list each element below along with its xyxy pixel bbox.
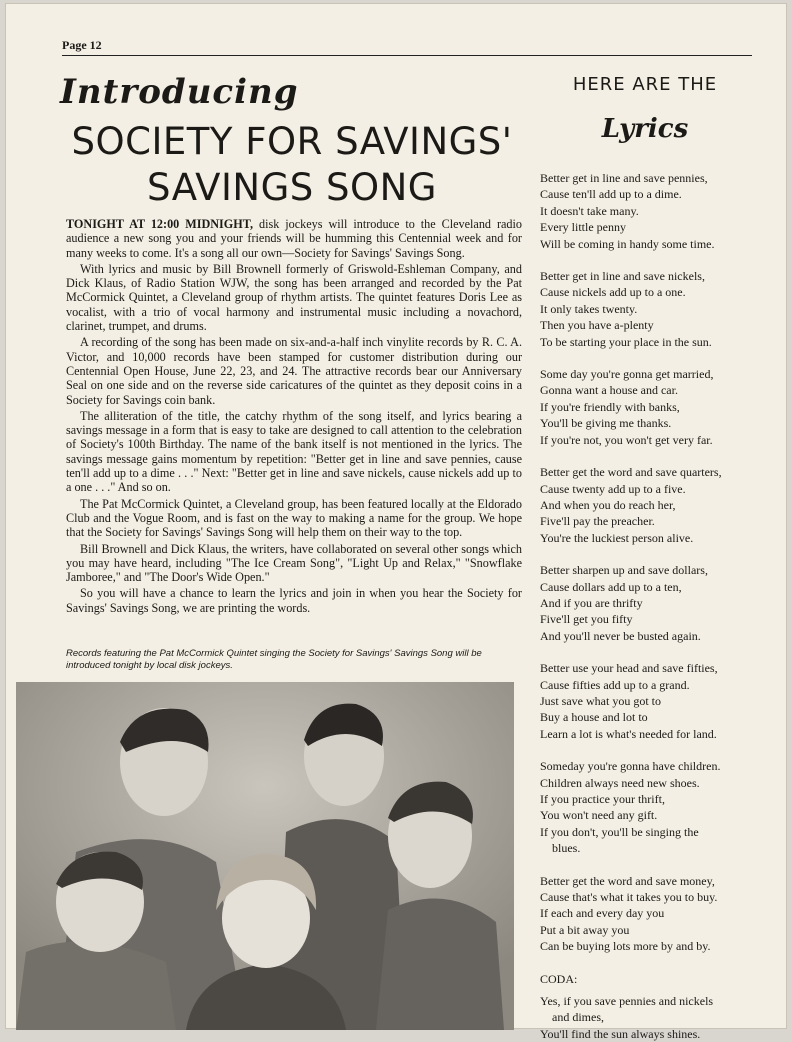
coda-title: CODA: — [540, 971, 578, 986]
paragraph-3: A recording of the song has been made on six-and-a-half inch vinylite records by R. C. A. Victor, and 10,000 records have been stamped for customer distribution during our Centennial Open House, June 22, 23, and 24. The attractive records bear our Anniversary Seal on one side and on the reverse side caricatures of the quintet as they deposit coins in a Society for Savings coin bank. — [66, 335, 522, 407]
lyric-line: You'll be giving me thanks. — [540, 416, 672, 431]
lyric-line: Cause fifties add up to a grand. — [540, 677, 690, 692]
lyric-line: You won't need any gift. — [540, 808, 658, 823]
lyric-line: Can be buying lots more by and by. — [540, 939, 711, 954]
stanza — [540, 464, 770, 546]
lyric-line: And you'll never be busted again. — [540, 628, 701, 643]
lyric-line: Better get the word and save money, — [540, 873, 715, 888]
lyrics-header: HERE ARE THE — [572, 74, 718, 95]
lyric-line: Cause dollars add up to a ten, — [540, 579, 682, 594]
stanza — [540, 170, 770, 252]
stanza — [540, 366, 770, 448]
lyric-line: And if you are thrifty — [540, 595, 643, 610]
lyric-line: Will be coming in handy some time. — [540, 236, 715, 251]
paragraph-1-text: disk jockeys will introduce to the Cleveland radio audience a new song you and your friends will be humming this Centennial week and for many weeks to come. It's a song all our own—Society for Savings' Savings Song. — [66, 217, 522, 260]
quintet-photo — [16, 682, 514, 1030]
page — [6, 4, 786, 1041]
lyric-line: If you don't, you'll be singing the — [540, 824, 699, 839]
lyric-line: Put a bit away you — [540, 922, 630, 937]
lyric-line: And when you do reach her, — [540, 497, 676, 512]
lyric-line: Some day you're gonna get married, — [540, 367, 714, 382]
headline-line-2: SAVINGS SONG — [147, 166, 437, 209]
lyric-line: Better get in line and save nickels, — [540, 269, 705, 284]
lyric-line: Then you have a-plenty — [540, 318, 654, 333]
lyric-line: It doesn't take many. — [540, 203, 639, 218]
paragraph-4: The alliteration of the title, the catchy rhythm of the song itself, and lyrics bearing a savings message in a form that is easy to take are designed to call attention to the celebration of Society's 100th Birthday. The name of the bank itself is not mentioned in the lyrics. The savings message gains momentum by repetition: "Better get in line and save pennies, cause ten'll add up to a dime . . ." Next: "Better get in line and save nickels, cause nickels add up to a one . . ." And so on. — [66, 408, 522, 495]
stanza — [540, 873, 770, 955]
lyric-line: Five'll pay the preacher. — [540, 514, 655, 529]
lyric-line: To be starting your place in the sun. — [540, 334, 712, 349]
paragraph-2: With lyrics and music by Bill Brownell formerly of Griswold-Eshleman Company, and Dick Klaus, of Radio Station WJW, the song has been arranged and recorded by the Pat McCormick Quintet, a Cleveland group of rhythm artists. The quintet features Doris Lee as vocalist, with a trio of vocal harmony and instrumental music including a novachord, clarinet, trumpet, and drums. — [66, 261, 522, 334]
lyric-line: Children always need new shoes. — [540, 775, 700, 790]
headline-line-1: SOCIETY FOR SAVINGS' — [71, 120, 513, 163]
lyric-line: Cause ten'll add up to a dime. — [540, 187, 682, 202]
lyric-line: It only takes twenty. — [540, 301, 638, 316]
lyric-line: Better get in line and save pennies, — [540, 171, 708, 185]
lyric-line: Five'll get you fifty — [540, 612, 633, 627]
paragraph-7: So you will have a chance to learn the lyrics and join in when you hear the Society for Savings' Savings Song, we are printing the words. — [66, 586, 522, 615]
paragraph-6: Bill Brownell and Dick Klaus, the writers, have collaborated on several other songs which you may have heard, including "The Ice Cream Song", "Light Up and Relax," "Snowflake Jamboree," and "The Door's Wide Open." — [66, 541, 522, 585]
lyric-line: If you're not, you won't get very far. — [540, 432, 713, 447]
article-body — [66, 217, 522, 617]
lyric-line: Just save what you got to — [540, 693, 661, 708]
lyric-line: blues. — [552, 841, 581, 856]
stanza — [540, 268, 770, 350]
stanza — [540, 660, 770, 742]
lyrics-script-title: Lyrics — [601, 114, 689, 144]
lyric-line: Better use your head and save fifties, — [540, 661, 718, 676]
lead-in: TONIGHT AT 12:00 MIDNIGHT, — [66, 217, 254, 231]
header-rule — [62, 55, 752, 56]
stanza — [540, 758, 770, 856]
lyric-line: Better get the word and save quarters, — [540, 465, 722, 480]
lyric-line: If you're friendly with banks, — [540, 399, 680, 414]
paragraph-5: The Pat McCormick Quintet, a Cleveland group, has been featured locally at the Eldorado Club and the Vogue Room, and is fast on the way to making a name for the group. We hope that the Society for Savings' Savings Song will help them on their way to the top. — [66, 496, 522, 540]
lyric-line: Every little penny — [540, 220, 626, 235]
lyric-line: Learn a lot is what's needed for land. — [540, 726, 717, 741]
lyric-line: Cause nickels add up to a one. — [540, 285, 686, 300]
paragraph-1 — [66, 217, 522, 260]
lyric-line: Someday you're gonna have children. — [540, 759, 721, 774]
lyrics-list — [540, 170, 770, 1042]
lyric-line: Buy a house and lot to — [540, 710, 648, 725]
stanza — [540, 562, 770, 644]
intro-title: Introducing — [60, 72, 299, 112]
lyric-line: If you practice your thrift, — [540, 792, 665, 806]
lyric-line: Cause that's what it takes you to buy. — [540, 890, 718, 905]
coda-line: and dimes, — [552, 1010, 604, 1025]
lyric-line: Gonna want a house and car. — [540, 383, 678, 398]
quintet-photo-illustration — [16, 682, 514, 1030]
photo-caption: Records featuring the Pat McCormick Quintet singing the Society for Savings' Savings Song will be introduced tonight by local disk jockeys. — [66, 648, 482, 671]
lyric-line: You're the luckiest person alive. — [540, 530, 694, 545]
coda-line: You'll find the sun always shines. — [540, 1026, 701, 1041]
lyric-line: Better sharpen up and save dollars, — [540, 563, 708, 578]
coda-line: Yes, if you save pennies and nickels — [540, 994, 714, 1009]
lyric-line: If each and every day you — [540, 906, 665, 921]
page-number: Page 12 — [62, 38, 102, 52]
lyric-line: Cause twenty add up to a five. — [540, 481, 686, 496]
